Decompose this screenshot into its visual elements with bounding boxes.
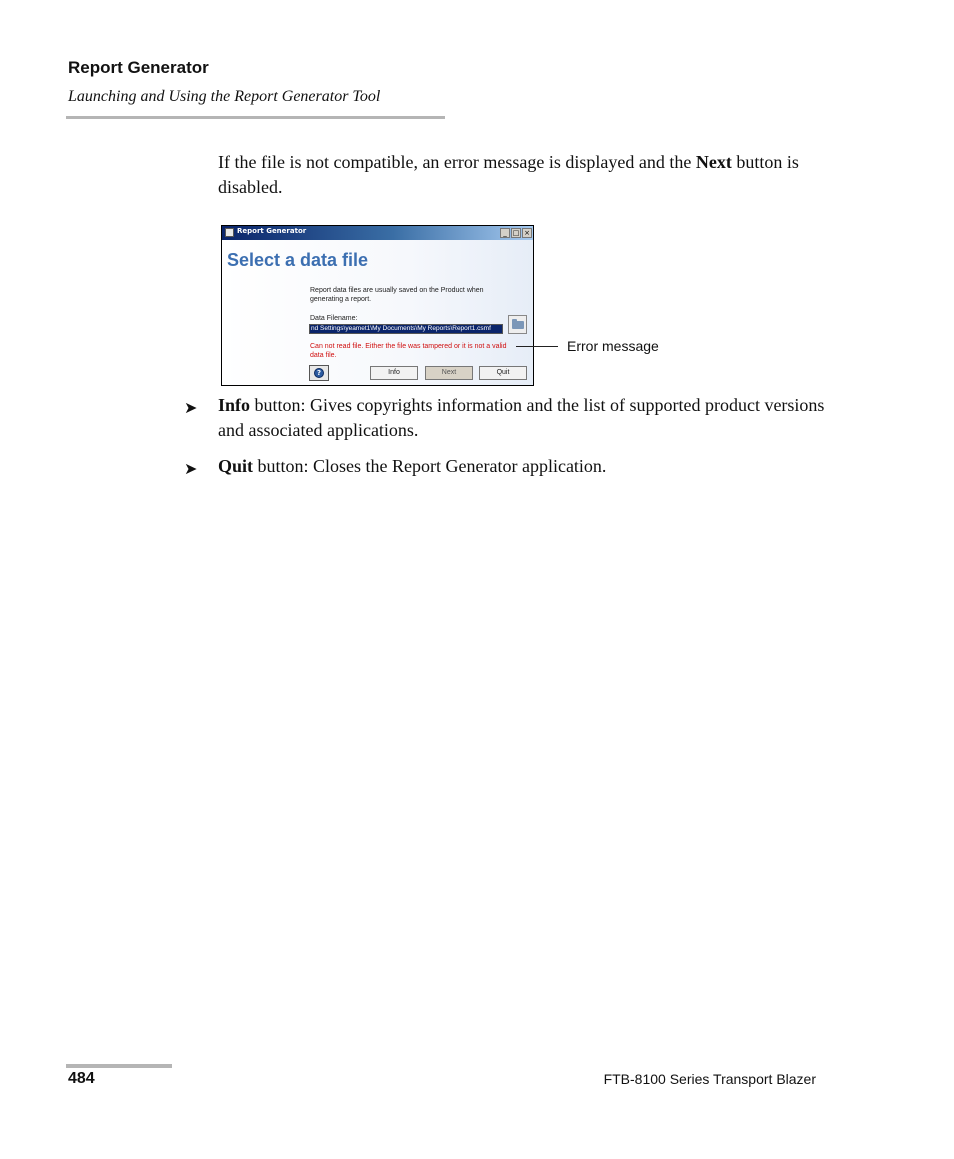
folder-open-icon bbox=[512, 321, 524, 329]
screenshot-window bbox=[221, 225, 534, 386]
help-button[interactable] bbox=[309, 365, 329, 381]
product-name: FTB-8100 Series Transport Blazer bbox=[603, 1071, 816, 1087]
help-text: Report data files are usually saved on the Product when generating a report. bbox=[310, 287, 484, 303]
intro-paragraph bbox=[218, 150, 838, 200]
header-title: Report Generator bbox=[68, 58, 209, 77]
bullet-info bbox=[218, 393, 838, 443]
quit-button[interactable]: Quit bbox=[479, 366, 527, 380]
help-globe-icon: ? bbox=[314, 368, 324, 378]
callout-label: Error message bbox=[567, 338, 659, 354]
intro-text-after: button is disabled. bbox=[218, 152, 799, 197]
bullet-quit-bold: Quit bbox=[218, 456, 254, 476]
window-title: Report Generator bbox=[237, 227, 307, 235]
header-subtitle: Launching and Using the Report Generator Tool bbox=[68, 88, 381, 105]
select-file-heading: Select a data file bbox=[227, 250, 369, 270]
footer-rule bbox=[66, 1064, 172, 1068]
maximize-button[interactable]: □ bbox=[512, 229, 520, 237]
intro-bold-next: Next bbox=[695, 152, 732, 172]
bullet-arrow: ➤ bbox=[184, 398, 198, 417]
bullet-info-text: button: Gives copyrights information and the list of supported product versions and associated applications. bbox=[218, 395, 825, 440]
browse-button[interactable] bbox=[508, 315, 527, 334]
bullet-arrow: ➤ bbox=[184, 459, 198, 478]
next-button[interactable]: Next bbox=[425, 366, 473, 380]
window-titlebar bbox=[222, 226, 533, 240]
data-filename-label: Data Filename: bbox=[310, 315, 358, 322]
intro-text-before: If the file is not compatible, an error message is displayed and the bbox=[218, 152, 696, 172]
info-button[interactable]: Info bbox=[370, 366, 418, 380]
app-icon bbox=[225, 228, 234, 237]
minimize-button[interactable]: _ bbox=[500, 228, 510, 238]
page-number: 484 bbox=[68, 1070, 95, 1087]
close-button[interactable]: × bbox=[522, 228, 532, 238]
callout-line bbox=[516, 346, 558, 347]
bullet-quit bbox=[218, 454, 838, 479]
header-rule bbox=[66, 116, 445, 119]
error-message: Can not read file. Either the file was tampered or it is not a valid data file. bbox=[310, 343, 507, 359]
bullet-info-bold: Info bbox=[218, 395, 251, 415]
bullet-quit-text: button: Closes the Report Generator application. bbox=[253, 456, 607, 476]
data-filename-input[interactable]: nd Settings\yeamet1\My Documents\My Reports\Report1.csmf bbox=[309, 324, 503, 334]
